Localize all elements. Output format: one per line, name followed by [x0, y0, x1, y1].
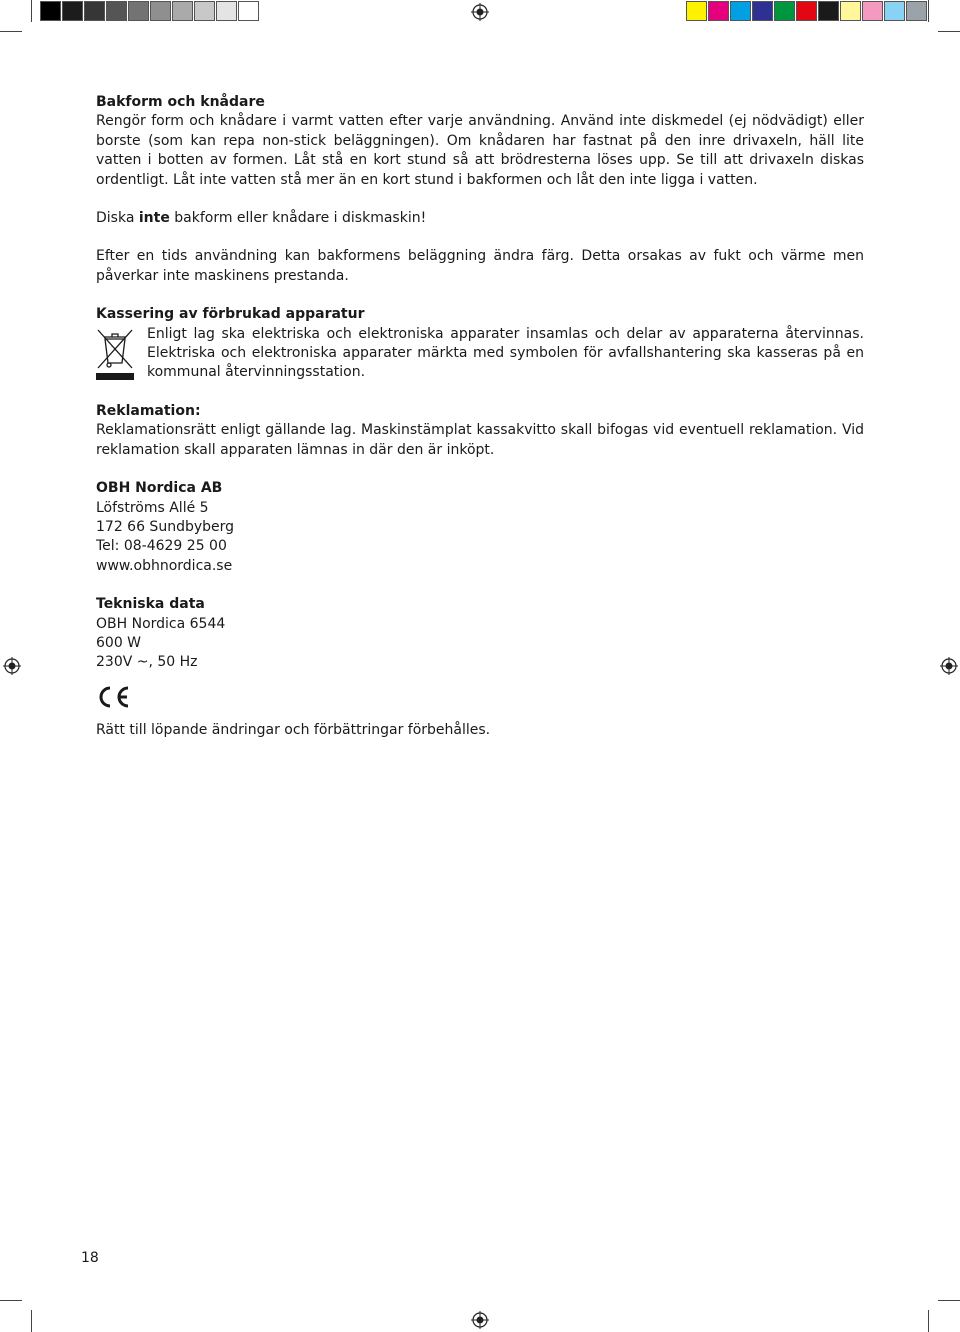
- registration-mark-icon: [940, 657, 958, 675]
- registration-mark-icon: [3, 657, 21, 675]
- color-swatch: [62, 1, 83, 21]
- complaint-paragraph: Reklamationsrätt enligt gällande lag. Maskinstämplat kassakvitto skall bifogas vid eventuell reklamation. Vid reklamation skall apparaten lämnas in där den är inköpt.: [96, 422, 864, 458]
- color-swatch: [708, 1, 729, 21]
- dishwasher-warning: [96, 209, 864, 228]
- color-swatch: [106, 1, 127, 21]
- color-swatch: [216, 1, 237, 21]
- section-heading-disposal: Kassering av förbrukad apparatur: [96, 306, 365, 323]
- spec-voltage: 230V ~, 50 Hz: [96, 654, 198, 671]
- section-heading-complaint: Reklamation:: [96, 402, 201, 419]
- page-number: 18: [81, 1250, 99, 1266]
- color-swatch: [840, 1, 861, 21]
- section-heading-specs: Tekniska data: [96, 596, 205, 613]
- company-phone: Tel: 08-4629 25 00: [96, 538, 227, 555]
- color-swatch: [774, 1, 795, 21]
- dishwasher-warning-emphasis: inte: [138, 210, 170, 227]
- crossed-out-wheelie-bin-icon: [96, 327, 134, 381]
- color-swatch: [818, 1, 839, 21]
- color-swatch: [150, 1, 171, 21]
- crop-mark: [928, 0, 929, 22]
- crop-mark: [928, 1310, 929, 1332]
- process-color-bar: [686, 1, 928, 21]
- company-city: 172 66 Sundbyberg: [96, 518, 235, 535]
- color-swatch: [194, 1, 215, 21]
- crop-mark: [31, 1310, 32, 1332]
- bakform-paragraph: Rengör form och knådare i varmt vatten efter varje användning. Använd inte diskmedel (ej nödvädigt) eller borste (som kan repa non-stick beläggningen). Om knådaren har fastnat på den inre drivaxeln, häll lite vatten i botten av formen. Låt stå en kort stund så att brödresterna löses upp. Se till att drivaxeln diskas ordentligt. Låt inte vatten stå mer än en kort stund i bakformen och låt den inte ligga i vatten.: [96, 113, 864, 188]
- color-swatch: [40, 1, 61, 21]
- spec-power: 600 W: [96, 634, 142, 651]
- company-name: OBH Nordica AB: [96, 480, 223, 497]
- registration-mark-icon: [471, 3, 489, 21]
- disclaimer: Rätt till löpande ändringar och förbättringar förbehålles.: [96, 722, 491, 739]
- crop-mark: [0, 1300, 22, 1301]
- coating-paragraph: Efter en tids användning kan bakformens beläggning ändra färg. Detta orsakas av fukt och värme men påverkar inte maskinens prestanda.: [96, 248, 864, 284]
- grayscale-color-bar: [40, 1, 260, 21]
- section-heading-bakform: Bakform och knådare: [96, 94, 265, 110]
- ce-mark-icon: [96, 685, 130, 709]
- company-street: Löfströms Allé 5: [96, 499, 209, 516]
- disposal-paragraph: Enligt lag ska elektriska och elektroniska apparater insamlas och delar av apparaterna återvinnas. Elektriska och elektroniska apparater märkta med symbolen för avfallshantering ska kasseras på en kommunal återvinningsstation.: [147, 325, 864, 381]
- color-swatch: [796, 1, 817, 21]
- dishwasher-warning-suffix: bakform eller knådare i diskmaskin!: [169, 210, 427, 227]
- crop-mark: [31, 0, 32, 22]
- color-swatch: [862, 1, 883, 21]
- color-swatch: [84, 1, 105, 21]
- crop-mark: [938, 1300, 960, 1301]
- page-content: [96, 93, 864, 741]
- dishwasher-warning-prefix: Diska: [96, 210, 139, 227]
- color-swatch: [686, 1, 707, 21]
- color-swatch: [238, 1, 259, 21]
- crop-mark: [938, 31, 960, 32]
- disposal-block: [96, 325, 864, 383]
- color-swatch: [128, 1, 149, 21]
- color-swatch: [752, 1, 773, 21]
- registration-mark-icon: [471, 1311, 489, 1329]
- spec-model: OBH Nordica 6544: [96, 615, 226, 632]
- color-swatch: [906, 1, 927, 21]
- crop-mark: [0, 31, 22, 32]
- color-swatch: [884, 1, 905, 21]
- color-swatch: [172, 1, 193, 21]
- company-website: www.obhnordica.se: [96, 557, 233, 574]
- color-swatch: [730, 1, 751, 21]
